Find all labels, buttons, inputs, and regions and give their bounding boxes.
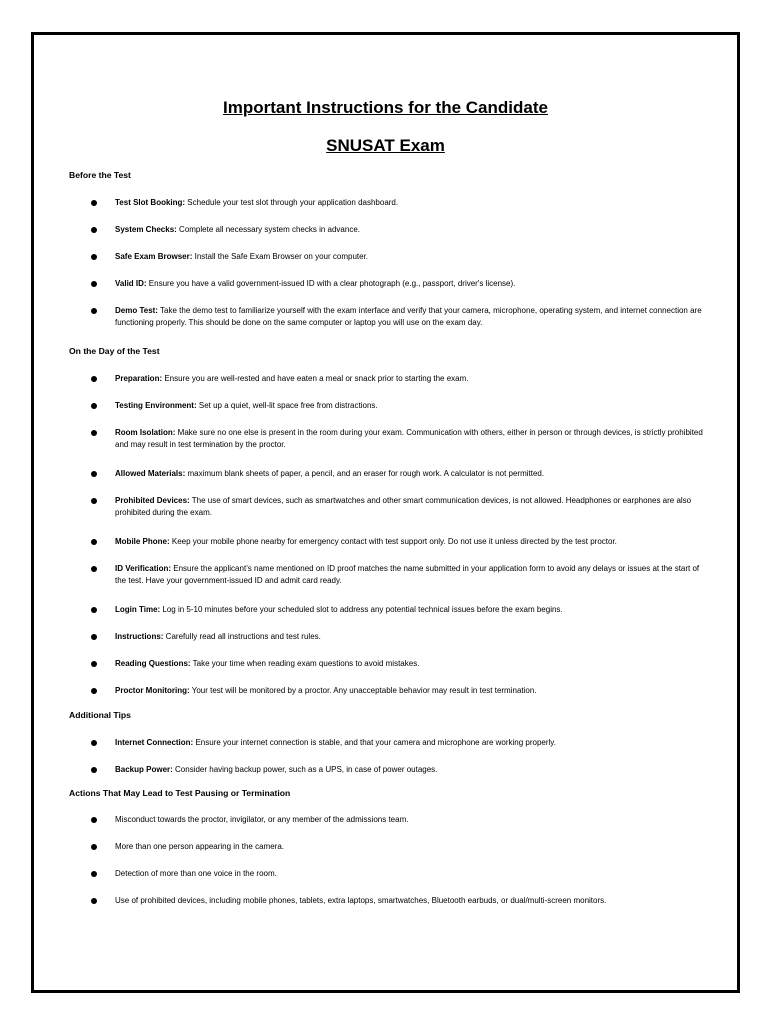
section-heading-day-of-test: On the Day of the Test: [69, 346, 160, 356]
bullet-icon: [91, 898, 97, 904]
section-heading-termination-actions: Actions That May Lead to Test Pausing or Termination: [69, 788, 291, 798]
list-item: ID Verification: Ensure the applicant’s name mentioned on ID proof matches the name submitted in your application form to avoid any delays or issues at the start of the test. Have your government-issued ID and admit card ready.: [115, 564, 700, 585]
bullet-icon: [91, 688, 97, 694]
document-title: Important Instructions for the Candidate: [223, 98, 548, 117]
list-item: Detection of more than one voice in the room.: [115, 869, 277, 878]
bullet-icon: [91, 254, 97, 260]
list-item: Prohibited Devices: The use of smart devices, such as smartwatches and other smart communication devices, is not allowed. Headphones or earphones are also prohibited during the exam.: [115, 496, 692, 517]
section-heading-additional-tips: Additional Tips: [69, 710, 131, 720]
list-item: Misconduct towards the proctor, invigilator, or any member of the admissions team.: [115, 815, 409, 824]
list-item: Demo Test: Take the demo test to familiarize yourself with the exam interface and verify that your camera, microphone, operating system, and internet connection are functioning properly. This should be done on the same computer or laptop you will use on the exam day.: [115, 306, 702, 327]
list-item: Testing Environment: Set up a quiet, well-lit space free from distractions.: [115, 401, 378, 410]
bullet-icon: [91, 471, 97, 477]
list-item: Use of prohibited devices, including mobile phones, tablets, extra laptops, smartwatches, Bluetooth earbuds, or dual/multi-screen monitors.: [115, 896, 607, 905]
section-heading-before-test: Before the Test: [69, 170, 131, 180]
list-item: More than one person appearing in the camera.: [115, 842, 284, 851]
list-item: Backup Power: Consider having backup power, such as a UPS, in case of power outages.: [115, 765, 438, 774]
list-item: System Checks: Complete all necessary system checks in advance.: [115, 225, 361, 234]
document-page: [31, 32, 740, 993]
bullet-icon: [91, 844, 97, 850]
list-item: Safe Exam Browser: Install the Safe Exam Browser on your computer.: [115, 252, 369, 261]
bullet-icon: [91, 539, 97, 545]
list-item: Instructions: Carefully read all instructions and test rules.: [115, 632, 321, 641]
list-item: Mobile Phone: Keep your mobile phone nearby for emergency contact with test support only. Do not use it unless directed by the test proctor.: [115, 537, 617, 546]
bullet-icon: [91, 817, 97, 823]
bullet-icon: [91, 767, 97, 773]
list-item: Reading Questions: Take your time when reading exam questions to avoid mistakes.: [115, 659, 420, 668]
bullet-icon: [91, 227, 97, 233]
list-item: Login Time: Log in 5-10 minutes before your scheduled slot to address any potential technical issues before the exam begins.: [115, 605, 563, 614]
bullet-icon: [91, 566, 97, 572]
bullet-icon: [91, 607, 97, 613]
list-item: Allowed Materials: maximum blank sheets of paper, a pencil, and an eraser for rough work. A calculator is not permitted.: [115, 469, 545, 478]
document-subtitle: SNUSAT Exam: [326, 136, 445, 155]
list-item: Valid ID: Ensure you have a valid government-issued ID with a clear photograph (e.g., passport, driver's license).: [115, 279, 516, 288]
bullet-icon: [91, 403, 97, 409]
bullet-icon: [91, 430, 97, 436]
list-item: Test Slot Booking: Schedule your test slot through your application dashboard.: [115, 198, 399, 207]
bullet-icon: [91, 281, 97, 287]
bullet-icon: [91, 661, 97, 667]
list-item: Preparation: Ensure you are well-rested and have eaten a meal or snack prior to starting the exam.: [115, 374, 469, 383]
bullet-icon: [91, 634, 97, 640]
list-item: Room Isolation: Make sure no one else is present in the room during your exam. Communication with others, either in person or through devices, is strictly prohibited and may result in test termination by the proctor.: [115, 428, 703, 449]
bullet-icon: [91, 498, 97, 504]
bullet-icon: [91, 376, 97, 382]
bullet-icon: [91, 871, 97, 877]
list-item: Proctor Monitoring: Your test will be monitored by a proctor. Any unacceptable behavior may result in test termination.: [115, 686, 537, 695]
bullet-icon: [91, 740, 97, 746]
bullet-icon: [91, 308, 97, 314]
list-item: Internet Connection: Ensure your internet connection is stable, and that your camera and microphone are working properly.: [115, 738, 556, 747]
bullet-icon: [91, 200, 97, 206]
